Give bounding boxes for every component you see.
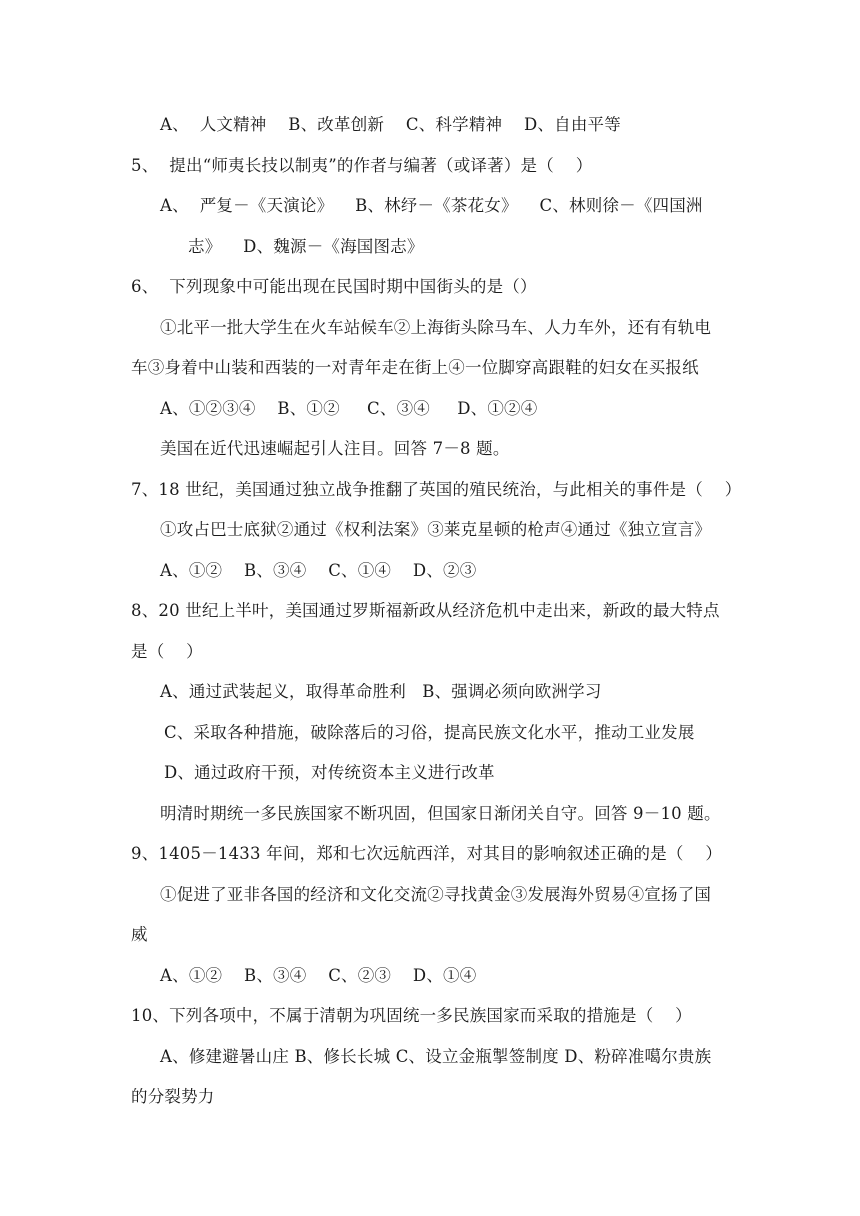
- q7-stem: 7、18 世纪，美国通过独立战争推翻了英国的殖民统治，与此相关的事件是（ ）: [131, 480, 742, 499]
- q5-options-line-2: 志》 D、魏源－《海国图志》: [188, 237, 424, 256]
- q6-items-line-2: 车③身着中山装和西装的一对青年走在街上④一位脚穿高跟鞋的妇女在买报纸: [131, 358, 699, 377]
- q9-items-line-2: 威: [131, 925, 148, 944]
- q7-options: A、①② B、③④ C、①④ D、②③: [160, 561, 477, 580]
- section-intro-9-10: 明清时期统一多民族国家不断巩固，但国家日渐闭关自守。回答 9－10 题。: [160, 804, 721, 823]
- q8-option-d: D、通过政府干预，对传统资本主义进行改革: [164, 763, 495, 782]
- q6-options: A、①②③④ B、①② C、③④ D、①②④: [160, 399, 538, 418]
- q10-options-line-2: 的分裂势力: [131, 1087, 215, 1106]
- q8-stem-line-2: 是（ ）: [131, 642, 203, 661]
- q8-option-c: C、采取各种措施，破除落后的习俗，提高民族文化水平，推动工业发展: [164, 723, 695, 742]
- q10-stem: 10、下列各项中，不属于清朝为巩固统一多民族国家而采取的措施是（ ）: [131, 1006, 692, 1025]
- q9-stem: 9、1405－1433 年间，郑和七次远航西洋，对其目的影响叙述正确的是（ ）: [131, 844, 723, 863]
- q6-stem: 6、 下列现象中可能出现在民国时期中国街头的是（）: [131, 277, 537, 296]
- q4-options: A、 人文精神 B、改革创新 C、科学精神 D、自由平等: [160, 115, 621, 134]
- q10-options-line-1: A、修建避暑山庄 B、修长长城 C、设立金瓶掣签制度 D、粉碎准噶尔贵族: [160, 1047, 712, 1066]
- q5-options-line-1: A、 严复－《天演论》 B、林纾－《茶花女》 C、林则徐－《四国洲: [160, 196, 703, 215]
- section-intro-7-8: 美国在近代迅速崛起引人注目。回答 7－8 题。: [160, 439, 510, 458]
- q8-option-ab: A、通过武装起义，取得革命胜利 B、强调必须向欧洲学习: [160, 682, 602, 701]
- q5-stem: 5、 提出“师夷长技以制夷”的作者与编著（或译著）是（ ）: [131, 156, 593, 175]
- q6-items-line-1: ①北平一批大学生在火车站候车②上海街头除马车、人力车外，还有有轨电: [160, 318, 712, 337]
- q9-items-line-1: ①促进了亚非各国的经济和文化交流②寻找黄金③发展海外贸易④宣扬了国: [160, 885, 712, 904]
- q7-items: ①攻占巴士底狱②通过《权利法案》③莱克星顿的枪声④通过《独立宣言》: [160, 520, 712, 539]
- q8-stem-line-1: 8、20 世纪上半叶，美国通过罗斯福新政从经济危机中走出来，新政的最大特点: [131, 601, 720, 620]
- q9-options: A、①② B、③④ C、②③ D、①④: [160, 966, 477, 985]
